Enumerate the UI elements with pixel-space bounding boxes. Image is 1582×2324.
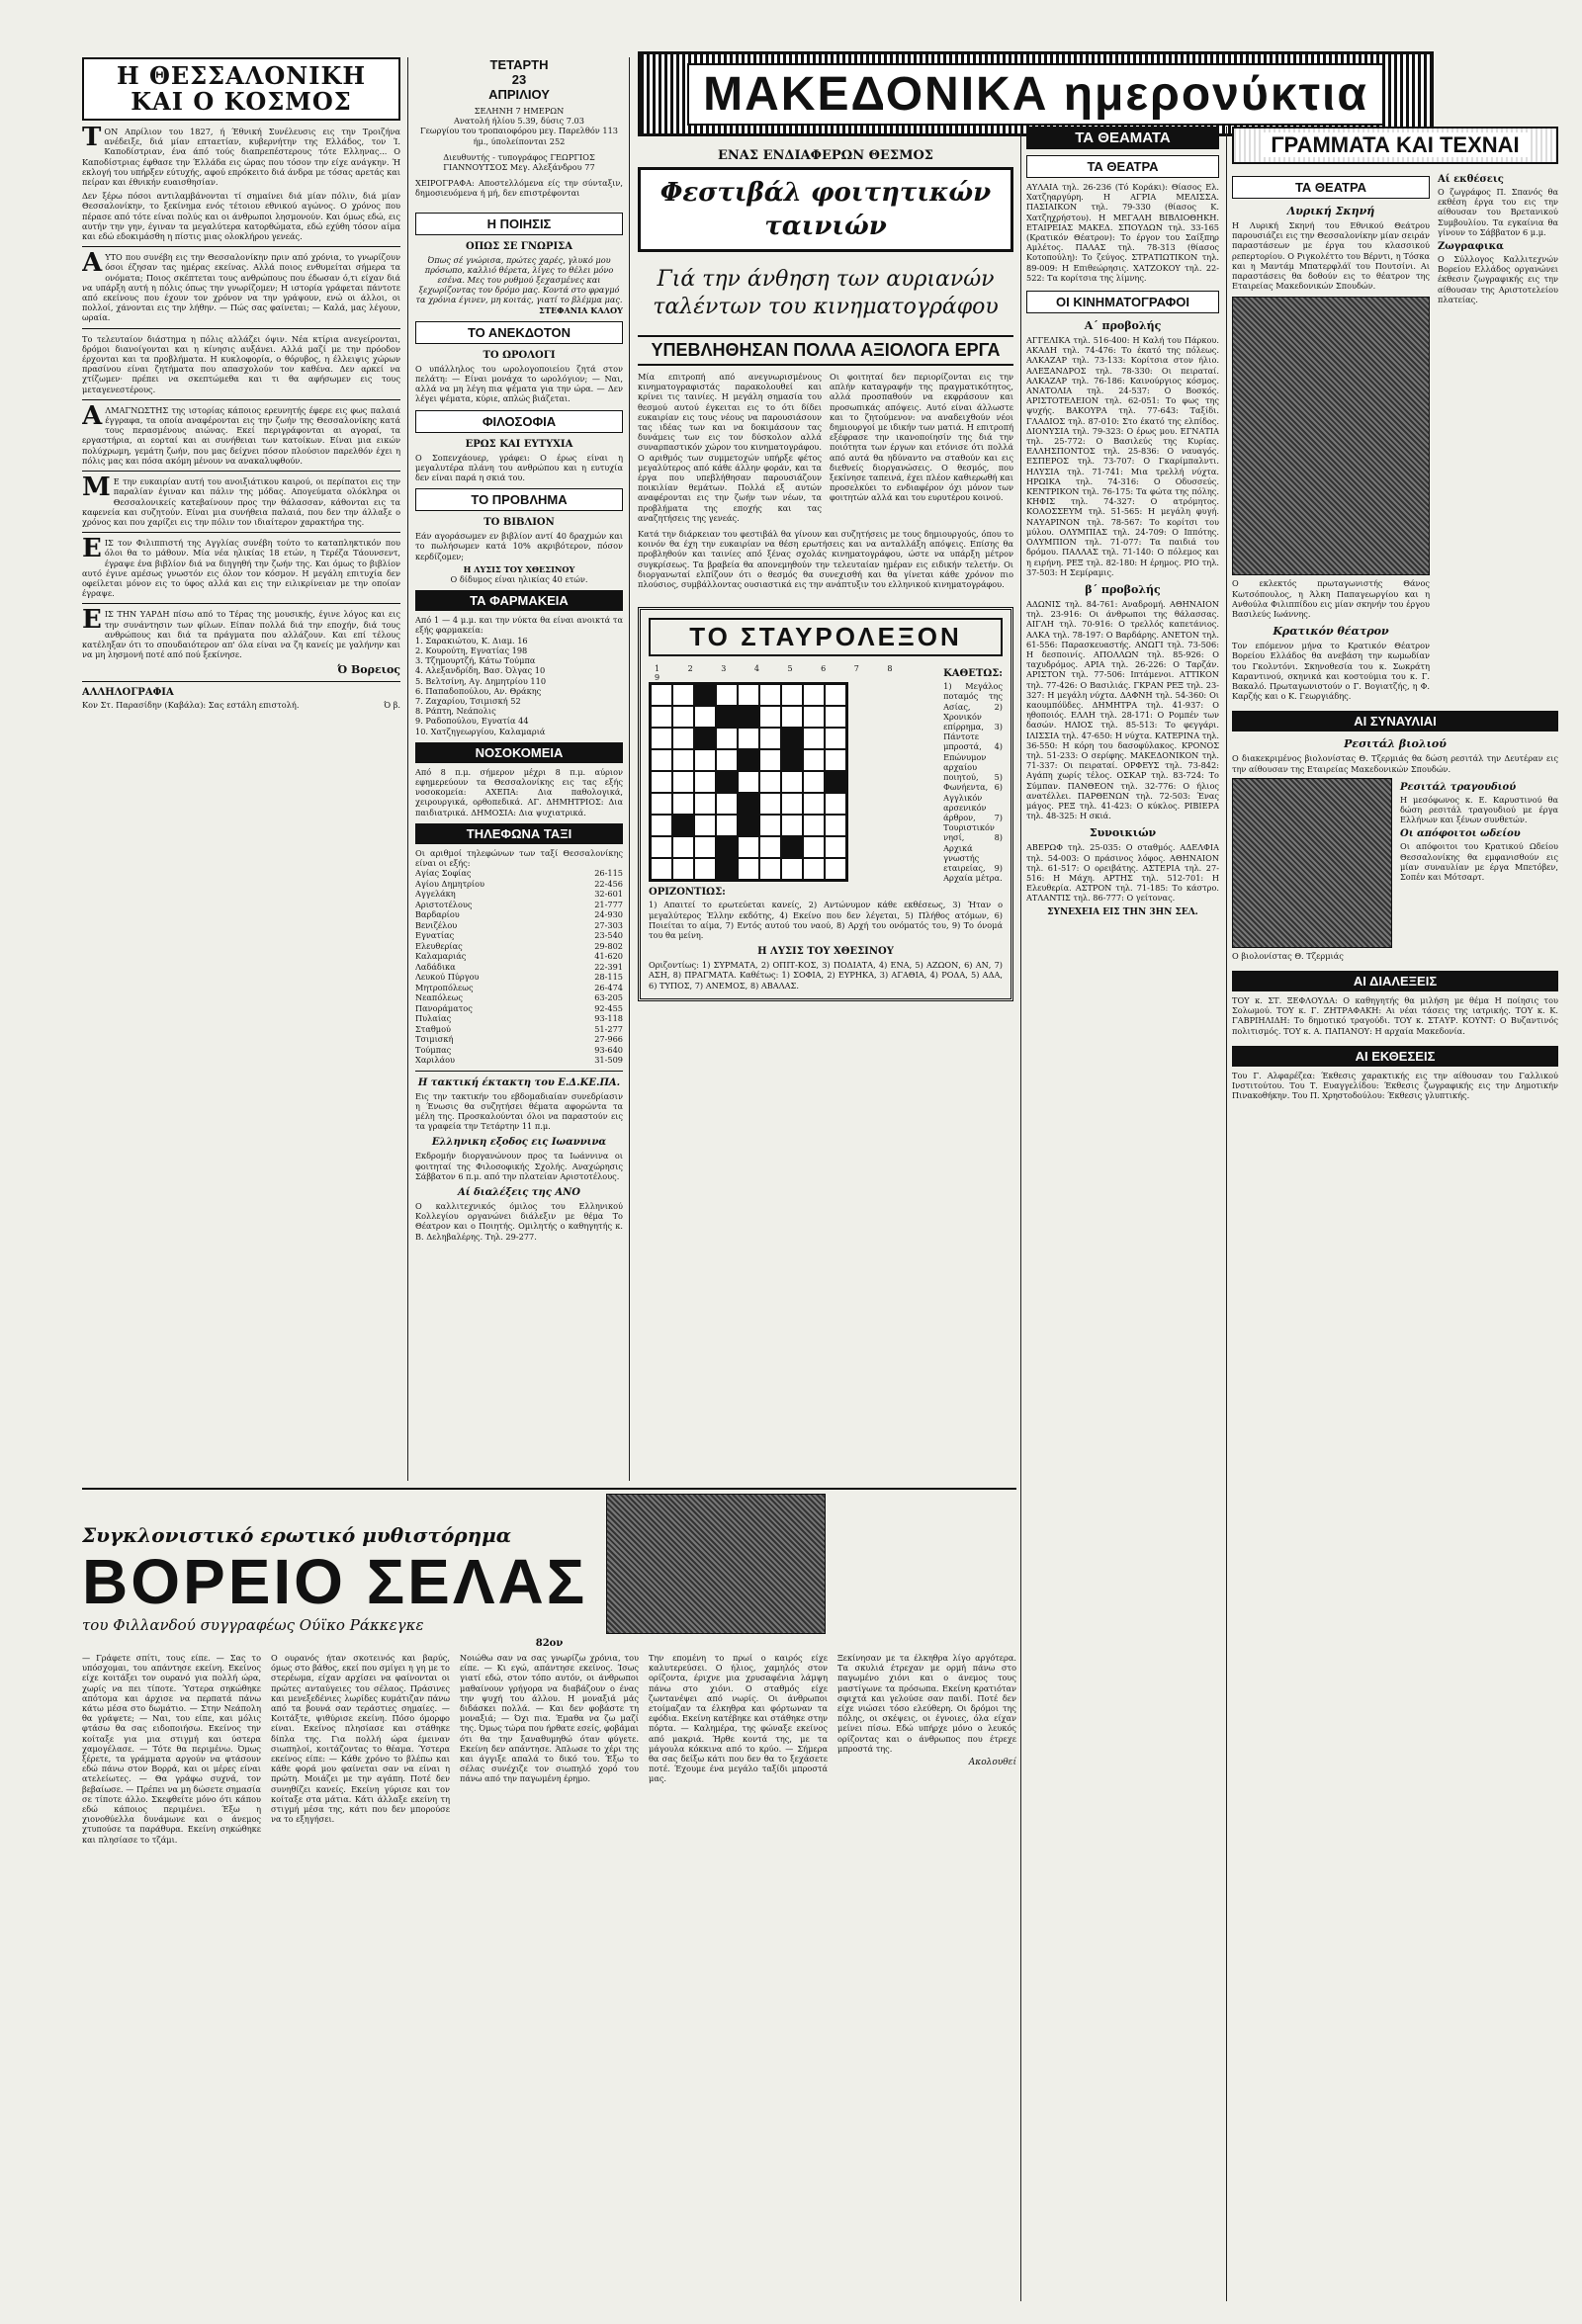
poetry-heading: Η ΠΟΙΗΣΙΣ (415, 213, 623, 235)
column-title: Η ΘΕΣΣΑΛΟΝΙΚΗ ΚΑΙ Ο ΚΟΣΜΟΣ (82, 57, 400, 121)
crossword-cell[interactable] (651, 749, 672, 771)
crossword-cell[interactable] (694, 771, 716, 793)
crossword-cell[interactable] (825, 793, 846, 815)
taxi-phone-number: 27-303 (594, 919, 623, 930)
crossword-cell[interactable] (651, 728, 672, 749)
taxi-stand-name: Αριστοτέλους (415, 899, 473, 909)
divider (82, 246, 400, 247)
festival-banner: ΥΠΕΒΛΗΘΗΣΑΝ ΠΟΛΛΑ ΑΞΙΟΛΟΓΑ ΕΡΓΑ (638, 335, 1013, 366)
crossword-black-cell (738, 706, 759, 728)
moon-phase: ΣΕΛΗΝΗ 7 ΗΜΕΡΩΝ (474, 106, 565, 116)
serial-episode: 82ον (535, 1638, 564, 1649)
taxi-phone-number: 29-802 (594, 940, 623, 951)
crossword-cell[interactable] (759, 771, 781, 793)
horizontal-clues: 1) Απαιτεί το ερωτεύεται κανείς, 2) Αντώνυμον κάθε εκθέσεως, 3) Ήταν ο μεγαλύτερος Έλλην εκδότης, 4) Εκείνο που δεν λέγεται, 5) Πλήθος ατόμων, 6) Ποιείται το αίμα, 7) Εντός αυτού του ναού, 8) Αρχή του ονόματός του, 9) Το όνομά του θα μείνη. (649, 900, 1003, 940)
crossword-cell[interactable] (803, 728, 825, 749)
serial-illustration (606, 1494, 826, 1634)
crossword-cell[interactable] (759, 684, 781, 706)
ekeda-text: Εις την τακτικήν του εβδομαδιαίαν συνεδρίασιν η Ένωσις θα συζητήσει θέματα αφορώντα τα μέλη της. Προσκαλούνται όλοι να παραστούν εις τα γραφεία την Τετάρτην 11 π.μ. (415, 1090, 623, 1132)
article-paragraph: ΕΙΣ τον Φιλιππιστή της Αγγλίας συνέβη τούτο το καταπληκτικόν που όλοι θα το μάθουν. Μία νέα ηλικίας 18 ετών, η Τερέζα Τάουνσεντ, έγραψε ένα βιβλίον διά να διηγηθή την ζωήν της. Και όμως το βιβλίον αυτό έγινε αμέσως γνωστόν εις όλον τον κόσμον. Η μεγάλη επιτυχία δεν οφείλεται μόνον εις το ύφος αλλά και εις την ειλικρίνειαν με την οποίαν έγραψε. (82, 534, 400, 599)
correspondence-text: Κον Στ. Παρασίδην (Καβάλα): Σας εστάλη επιστολή. (82, 700, 300, 711)
crossword-cell[interactable] (738, 858, 759, 880)
pharmacy-item: 2. Κουρούτη, Εγνατίας 198 (415, 645, 528, 655)
sunrise-sunset: Ανατολή ήλίου 5.39, δύσις 7.03 (454, 116, 584, 127)
crossword-cell[interactable] (825, 684, 846, 706)
manuscripts-note: ΧΕΙΡΟΓΡΑΦΑ: Αποστελλόμενα είς την σύνταξιν, δημοσιευόμενα ή μή, δεν επιστρέφονται (415, 178, 623, 199)
taxi-phones-heading: ΤΗΛΕΦΩΝΑ ΤΑΞΙ (415, 823, 623, 844)
saint-of-day: Γεωργίου του τροπαιοφόρου μεγ. Παρελθόν 113 ήμ., ύπολείπονται 252 (419, 126, 618, 146)
crossword-cell[interactable] (651, 836, 672, 858)
arts-title: ΓΡΑΜΜΑΤΑ ΚΑΙ ΤΕΧΝΑΙ (1263, 132, 1527, 157)
crossword-cell[interactable] (672, 836, 694, 858)
festival-column-2: Οι φοιτηταί δεν περιορίζονται εις την απλήν καταγραφήν της πραγματικότητος, αλλά προσπαθούν να εκφράσουν και προσωπικάς απόψεις. Αυτό είναι άλλωστε και το ζητούμενον: να αναδειχθούν νέοι δημιουργοί με ιδικήν των ματιά. Η επιτροπή εξέφρασε την ικανοποίησίν της διά την ποιότητα των έργων και ετόνισε ότι πολλά από αυτά θα ηδύναντο να σταθούν και εις διεθνείς διοργανώσεις. Ο θεσμός, που ξεκίνησε ταπεινά, έχει πλέον καθιερωθή και προσελκύει το ενδιαφέρον όχι μόνον των φοιτητών αλλά και του ευρυτέρου κοινού. (830, 372, 1013, 503)
taxi-phone-number: 23-540 (594, 930, 623, 941)
philosophy-heading: ΦΙΛΟΣΟΦΙΑ (415, 410, 623, 433)
second-run-list: ΑΔΩΝΙΣ τηλ. 84-761: Αναδρομή. ΑΘΗΝΑΙΟΝ τηλ. 23-916: Οι άνθρωποι της θάλασσας. ΑΙΓΛΗ τηλ. 70-916: Ο τρελλός καπετάνιος. ΑΛΚΑ τηλ. 78-197: Ο Βαρδάρης. ΑΝΕΤΟΝ τηλ. 61-556: Παρασκευαστής. ΑΝΩΓΙ τηλ. 73-506: Η δεσποινίς. ΑΠΟΛΛΩΝ τηλ. 85-926: Ο ταχυδρόμος. ΑΡΙΑ τηλ. 26-226: Ο Ταρζάν. ΑΡΙΣΤΟΝ τηλ. 77-506: Ιπτάμενοι. ΑΤΤΙΚΟΝ τηλ. 77-426: Ο Βασιλιάς. ΓΚΡΑΝ ΡΕΞ τηλ. 23-327: Η μεγάλη νύχτα. ΔΑΦΝΗ τηλ. 54-360: Οι καουμπόϋδες. ΔΗΜΗΤΡΑ τηλ. 41-937: Ο ηθοποιός. ΕΛΛΗ τηλ. 28-171: Ο Ρομπέν των δασών. ΗΛΙΟΣ τηλ. 85-513: Το φεγγάρι. ΙΛΙΣΣΙΑ τηλ. 47-650: Η νύχτα. ΚΑΤΕΡΙΝΑ τηλ. 36-550: Η κόρη του δασοφύλακος. ΚΡΟΝΟΣ τηλ. 51-233: Ο σερίφης. ΜΑΚΕΔΟΝΙΚΟΝ τηλ. 71-337: Οι πειραταί. ΟΡΦΕΥΣ τηλ. 73-842: Αγάπη χωρίς τέλος. ΟΣΚΑΡ τηλ. 83-724: Το Σύμπαν. ΠΑΝΘΕΟΝ τηλ. 32-776: Ο ήλιος ανατέλλει. ΠΑΡΘΕΝΩΝ τηλ. 72-503: Ένας μάγος. ΡΕΞ τηλ. 41-423: Ο κύκλος. ΡΙΒΙΕΡΑ τηλ. 48-325: Η σκιά. (1026, 598, 1219, 821)
taxi-stand-name: Βενιζέλου (415, 919, 458, 930)
concert-photo-row (1232, 778, 1558, 948)
side-exhibitions-text: Ο ζωγράφος Π. Σπανός θα εκθέση έργα του εις την αίθουσαν του Βρετανικού Συμβουλίου. Τα εγκαίνια θα γίνουν το Σάββατον 6 μ.μ. (1438, 187, 1558, 237)
date-month: ΑΠΡΙΛΙΟΥ (488, 87, 550, 102)
publisher-info: Διευθυντής - τυπογράφος ΓΕΩΡΓΙΟΣ ΓΙΑΝΝΟΥΤΣΟΣ Μεγ. Αλεξάνδρου 77 (443, 151, 595, 173)
suburbs-list: ΑΒΕΡΩΦ τηλ. 25-035: Ο σταθμός. ΑΔΕΛΦΙΑ τηλ. 54-003: Ο πράσινος λόφος. ΑΘΗΝΑΙΟΝ τηλ. 61-517: Ο ορειβάτης. ΑΣΤΕΡΙΑ τηλ. 27-516: Η Μάχη. ΑΡΤΗΣ τηλ. 512-701: Η Ελευθερία. ΑΣΤΡΟΝ τηλ. 71-185: Το κάστρο. ΑΤΛΑΝΤΙΣ τηλ. 86-777: Ο γείτονας. (1026, 842, 1219, 904)
violin-recital-title: Ρεσιτάλ βιολιού (1344, 737, 1447, 751)
taxi-phone-number: 51-277 (594, 1023, 623, 1034)
taxi-phone-row (415, 962, 623, 973)
taxi-stand-name: Εγνατίας (415, 930, 455, 941)
taxi-stand-name: Τούμπας (415, 1044, 452, 1055)
crossword-cell[interactable] (759, 706, 781, 728)
crossword-cell[interactable] (672, 706, 694, 728)
theatre-photo-caption: Ο εκλεκτός πρωταγωνιστής Θάνος Κωτσόπουλος, η Άλκη Παπαγεωργίου και η Ανθούλα Φιλιππίδου εις μίαν σκηνήν του έργου Βασιλεύς Ιωάννης. (1232, 578, 1430, 620)
taxi-phone-row (415, 889, 623, 900)
crossword-column-numbers: 1 2 3 4 5 6 7 8 9 (655, 664, 906, 683)
article-paragraph: Το τελευταίον διάστημα η πόλις αλλάζει όψιν. Νέα κτίρια ανεγείρονται, δρόμοι διανοίγονται και η κίνησις αυξάνει. Αλλά μαζί με την πρόοδον έρχονται και τα προβλήματα. Η κυκλοφορία, ο θόρυβος, η έλλειψις χώρων πρασίνου είναι ζητήματα που απασχολούν τον καθένα. Δεν αρκεί να χτίζωμεν· πρέπει να σκεπτώμεθα και τι θα αφήσωμεν εις τους μεταγενεστέρους. (82, 333, 400, 394)
poem-author: ΣΤΕΦΑΝΙΑ ΚΑΛΟΥ (539, 304, 623, 315)
arts-theatre (1232, 170, 1430, 701)
violinist-photo (1232, 778, 1392, 948)
serial-column-2: Ο ουρανός ήταν σκοτεινός και βαρύς, όμως στο βάθος, εκεί που σμίγει η γη με το στερέωμα, είχαν αρχίσει να φαίνονται οι πρώτες ανταύγειες του σέλαος. Πράσινες και μενεξεδένιες λωρίδες κυμάτιζαν πάνω από τα βουνά σαν τεράστιες σημαίες. — Κοιτάξτε, ψιθύρισε εκείνη. Πόσο όμορφο είναι. Εκείνος πλησίασε και στάθηκε δίπλα της. Για πολλή ώρα έμειναν σιωπηλοί, κοιτάζοντας το θέαμα. Ύστερα εκείνος είπε: — Κάθε χρόνο το βλέπω και κάθε φορά μου φαίνεται σαν να είναι η πρώτη. Μοιάζει με την αγάπη. Ποτέ δεν συνηθίζει κανείς. Εκείνη γύρισε και τον κοίταξε στα μάτια. Κάτι άλλαξε εκείνη τη στιγμή μέσα της, κάτι που δεν μπορούσε να το εξηγήσει. (271, 1653, 450, 1825)
arts-theatre-subtitle: Λυρική Σκηνή (1286, 205, 1375, 217)
taxi-phone-row (415, 1003, 623, 1014)
arts-theatre-heading: ΤΑ ΘΕΑΤΡΑ (1232, 176, 1430, 199)
odeon-graduates-text: Οι απόφοιτοι του Κρατικού Ωδείου Θεσσαλονίκης θα εμφανισθούν εις μίαν συναυλίαν με έργα Μπετόβεν, Σοπέν και Μότσαρτ. (1400, 841, 1558, 883)
correspondence-title: ΑΛΛΗΛΟΓΡΑΦΙΑ (82, 687, 174, 699)
painting-text: Ο Σύλλογος Καλλιτεχνών Βορείου Ελλάδος οργανώνει έκθεσιν ζωγραφικής εις την αίθουσαν της Αριστοτελείου πλατείας. (1438, 254, 1558, 304)
taxi-phone-number: 24-930 (594, 909, 623, 920)
column-almanac (415, 57, 623, 1481)
crossword-cell[interactable] (825, 836, 846, 858)
festival-title: Φεστιβάλ φοιτητικών ταινιών (638, 167, 1013, 252)
masthead-banner (638, 51, 1434, 136)
crossword-cell[interactable] (781, 815, 803, 836)
crossword-cell[interactable] (694, 749, 716, 771)
arts-theatre-text: Η Λυρική Σκηνή του Εθνικού Θεάτρου παρουσιάζει εις την Θεσσαλονίκην μίαν σειράν παραστάσεων με έργα του κλασσικού ρεπερτορίου. Ο Ριγκολέττο του Βέρντι, η Τόσκα και η Μαντάμ Μπατερφλάϊ του Πουτσίνι. Αι παραστάσεις θα δοθούν εις το θέατρον της Εταιρείας Μακεδονικών Σπουδών. (1232, 220, 1430, 292)
philosophy-text: Ο Σοπενχάουερ, γράφει: Ο έρως είναι η μεγαλυτέρα πλάνη του ανθρώπου και η ευτυχία δεν είναι παρά η σκιά του. (415, 452, 623, 483)
crossword-black-cell (738, 815, 759, 836)
poetry-subtitle: ΟΠΩΣ ΣΕ ΓΝΩΡΙΣΑ (466, 240, 572, 252)
divider (82, 603, 400, 604)
crossword-cell[interactable] (781, 771, 803, 793)
song-recital-title: Ρεσιτάλ τραγουδιού (1400, 781, 1517, 793)
crossword-cell[interactable] (781, 793, 803, 815)
taxi-stand-name: Βαρδαρίου (415, 909, 460, 920)
taxi-phone-number: 41-620 (594, 951, 623, 962)
taxi-phone-row (415, 879, 623, 890)
pharmacy-item: 5. Βελτσίνη, Αγ. Δημητρίου 110 (415, 675, 547, 686)
crossword-cell[interactable] (759, 728, 781, 749)
crossword-cell[interactable] (803, 815, 825, 836)
pharmacy-item: 7. Ζαχαρίου, Τσιμισκή 52 (415, 695, 521, 706)
crossword-black-cell (781, 728, 803, 749)
taxi-phone-row (415, 1045, 623, 1056)
serial-column-1: — Γράφετε σπίτι, τους είπε. — Σας το υπόσχομαι, του απάντησε εκείνη. Εκείνος είχε κοιτάξει τον ουρανό για πολλή ώρα, χωρίς να πει τίποτε. Ύστερα σηκώθηκε απότομα και άρχισε να περπατά πάνω κάτω μέσα στο δωμάτιο. — Στην Νεάπολη θα γράψετε; — Ναι, του είπε, και μόλις φτάσω θα σας ειδοποιήσω. Εκείνος την κοίταξε για μια στιγμή και ύστερα χαμογέλασε. — Τότε θα περιμένω. Όμως ξέρετε, τα γράμματα αργούν να φτάσουν εδώ πάνω στον Βορρά, και οι μέρες είναι ατελείωτες. — Θα γράφω συχνά, τον βεβαίωσε. — Πρέπει να μη δώσετε σημασία σε τίποτε άλλο. Σκεφθείτε μόνο ότι κάπου εδώ κάποιος περιμένει. Έξω η χιονοθύελλα δυνάμωνε και ο άνεμος χτυπούσε τα παράθυρα. Εκείνη σηκώθηκε και πλησίασε το τζάμι. (82, 1653, 262, 1845)
crossword-cell[interactable] (651, 684, 672, 706)
club-lectures-title: Αί διαλέξεις της ΑΝΟ (458, 1187, 580, 1199)
taxi-stand-name: Νεαπόλεως (415, 992, 463, 1003)
crossword-clues (943, 664, 1003, 883)
problem-heading: ΤΟ ΠΡΟΒΛΗΜΑ (415, 488, 623, 511)
crossword-cell[interactable] (759, 793, 781, 815)
taxi-phone-row (415, 983, 623, 993)
column-divider (629, 57, 630, 1481)
taxi-phone-row (415, 868, 623, 879)
crossword-cell[interactable] (694, 706, 716, 728)
divider (82, 471, 400, 472)
crossword-cell[interactable] (651, 706, 672, 728)
divider (82, 681, 400, 682)
serial-column-5: Ξεκίνησαν με τα έλκηθρα λίγο αργότερα. Τα σκυλιά έτρεχαν με ορμή πάνω στο παγωμένο χιόνι και ο άνεμος τους μαστίγωνε τα πρόσωπα. Εκείνη κρατιόταν σφιχτά και γελούσε σαν παιδί. Ποτέ δεν είχε νιώσει τόσο ελεύθερη. Οι δρόμοι της πόλης, οι σκέψεις, οι έγνοιες, όλα είχαν μείνει πίσω. Εδώ υπήρχε μόνο ο λευκός ορίζοντας και ο άνθρωπος που έτρεχε μπροστά της. (837, 1653, 1016, 1754)
taxi-stand-name: Σταθμού (415, 1023, 452, 1034)
divider (82, 399, 400, 400)
pharmacy-list (415, 636, 623, 736)
crossword-black-cell (716, 771, 738, 793)
entertainments-heading: ΤΑ ΘΕΑΜΑΤΑ (1026, 127, 1219, 149)
taxi-phones-intro: Οι αριθμοί τηλεφώνων των ταξί Θεσσαλονίκης είναι οι εξής: (415, 847, 623, 868)
serial-header (82, 1490, 1016, 1634)
column-divider (407, 57, 408, 1481)
festival-column-3: Κατά την διάρκειαν του φεστιβάλ θα γίνουν και συζητήσεις με τους δημιουργούς, όπου το κοινόν θα έχη την ευκαιρίαν να θέση ερωτήσεις και να ανταλλάξη απόψεις. Επίσης θα προβληθούν και ταινίες από ξένας σχολάς κινηματογράφου, ώστε να υπάρξη μέτρον συγκρίσεως. Τα βραβεία θα απονεμηθούν την τελευταίαν ημέραν εις ειδικήν τελετήν. Οι διοργανωταί ελπίζουν ότι ο θεσμός θα συνεχισθή και θα γίνεται κάθε χρόνον πιο πλούσιος, συμβάλλοντας ουσιαστικά εις την ανάπτυξιν του ελληνικού κινηματογράφου. (638, 529, 1013, 590)
taxi-phone-number: 22-456 (594, 878, 623, 889)
article-paragraph: ΑΥΤΟ που συνέβη εις την Θεσσαλονίκην πριν από χρόνια, το γνωρίζουν όσοι έζησαν τας ημέρας εκείνας. Αλλά ποιος ενθυμείται σήμερα τα ονόματα; Ποιος σκέπτεται τους ανθρώπους που έδωσαν ό,τι είχαν διά να υπάρξη αυτή η πόλις όπως την γνωρίζομεν; Η ιστορία γράφεται πάντοτε από εκείνους που έχουν τον χρόνον να την γράψουν, ενώ οι άλλοι, οι πολλοί, χάνονται εις την λήθην. — Πώς σας φαίνεται; — Καλά, μας λέγουν, ωραία. (82, 248, 400, 323)
odeon-graduates-title: Οι απόφοιτοι ωδείου (1400, 828, 1521, 840)
first-run-list: ΑΓΓΕΛΙΚΑ τηλ. 516-400: Η Καλή του Πάρκου. ΑΚΑΔΗ τηλ. 74-476: Το έκατό της πόλεως. ΑΛΚΑΖΑΡ τηλ. 73-133: Κορίτσια στον ήλιο. ΑΛΕΞΑΝΔΡΟΣ τηλ. 78-330: Οι πειραταί. ΑΛΚΑΖΑΡ τηλ. 76-186: Καινούργιος κόσμος. ΑΝΑΤΟΛΙΑ τηλ. 24-537: Ο Βοσκός. ΑΡΙΣΤΟΤΕΛΕΙΟΝ τηλ. 62-051: Το φως της ψυχής. ΒΑΚΟΥΡΑ τηλ. 77-643: Ταξίδι. ΓΛΑΔΙΟΣ τηλ. 87-010: Στο έκατό της ελπίδος. ΔΙΟΝΥΣΙΑ τηλ. 79-323: Ο έρως μου. ΕΓΝΑΤΙΑ τηλ. 25-772: Ο Βασιλεύς της Κυρίας. ΕΛΛΗΣΠΟΝΤΟΣ τηλ. 25-836: Ο ναυαγός. ΕΣΠΕΡΟΣ τηλ. 73-707: Ο Γκαρίμπαλντι. ΗΛΥΣΙΑ τηλ. 71-741: Μια τρελλή νύχτα. ΗΡΩΙΚΑ τηλ. 74-316: Ο Οδυσσεύς. ΚΕΝΤΡΙΚΟΝ τηλ. 76-175: Τα φώτα της πόλης. ΚΗΦΙΣ τηλ. 74-327: Ο ατρόμητος. ΚΟΛΟΣΣΕΥΜ τηλ. 51-565: Η μεγάλη φυγή. ΝΑΥΑΡΙΝΟΝ τηλ. 78-567: Το κορίτσι του μύλου. ΟΛΥΜΠΙΑΣ τηλ. 24-709: Ο Ιππότης. ΟΛΥΜΠΙΟΝ τηλ. 71-077: Τα παιδιά του δρόμου. ΠΑΛΛΑΣ τηλ. 71-140: Ο πόλεμος και η ειρήνη. ΡΕΞ τηλ. 82-180: Η έρημος. ΡΙΟ τηλ. 37-503: Η Σεμίραμις. (1026, 335, 1219, 577)
taxi-phone-row (415, 992, 623, 1003)
divider (82, 328, 400, 329)
crossword-cell[interactable] (694, 858, 716, 880)
date-number: 23 (511, 72, 527, 87)
taxi-phone-number: 26-115 (594, 868, 623, 879)
taxi-stand-name: Πανοράματος (415, 1002, 473, 1013)
crossword-cell[interactable] (651, 858, 672, 880)
crossword-cell[interactable] (738, 728, 759, 749)
crossword-cell[interactable] (651, 771, 672, 793)
crossword-title: ΤΟ ΣΤΑΥΡΟΛΕΞΟΝ (649, 618, 1003, 656)
crossword-cell[interactable] (738, 836, 759, 858)
crossword-cell[interactable] (803, 749, 825, 771)
crossword-cell[interactable] (694, 836, 716, 858)
article-paragraph: ΤΟΝ Απρίλιον του 1827, ή Έθνική Συνέλευσις εις την Τροιζήνα ανέδειξε, διά μίαν επταετίαν, κυβερνήτην της Ελλάδος, τον Ί. Καποδίστριαν, ένα άπό τούς διαπρεπέστερους τότε Ελληνας... Ο Καποδίστριας έφθασε την Έλλάδα εις ώρας που τόσον την είχε ανάγκην. Ή εκλογή του υπήρξεν εύτυχής, αφού επρόκειτο διά άνδρα με τόσας αρετάς και πείραν και έθνικήν ευαισθησίαν. (82, 123, 400, 188)
taxi-phone-row (415, 941, 623, 952)
taxi-stand-name: Ελευθερίας (415, 940, 463, 951)
taxi-stand-name: Πυλαίας (415, 1013, 452, 1024)
pharmacy-item: 4. Αλεξανδρίδη, Βασ. Όλγας 10 (415, 665, 546, 676)
taxi-phone-row (415, 930, 623, 941)
crossword-cell[interactable] (738, 771, 759, 793)
taxi-phone-number: 21-777 (594, 899, 623, 909)
vertical-clues: 1) Μεγάλος ποταμός της Ασίας, 2) Χρονικόν επίρρημα, 3) Πάντοτε μπροστά, 4) Επώνυμον αρχαίου ποιητού, 5) Φωνήεντα, 6) Αγγλικόν αρσενικόν άρθρον, 7) Τουριστικόν νησί, 8) Αρχικά γνωστής εταιρείας, 9) Αρχαία μέτρα. (943, 681, 1003, 884)
festival-body (638, 372, 1013, 523)
vertical-clues-title: ΚΑΘΕΤΩΣ: (943, 668, 1003, 680)
taxi-stand-name: Αγίου Δημητρίου (415, 878, 485, 889)
ekeda-title: Η τακτική έκτακτη του Ε.Δ.ΚΕ.ΠΑ. (417, 1076, 621, 1088)
crossword-grid[interactable] (649, 682, 848, 882)
serial-title: ΒΟΡΕΙΟ ΣΕΛΑΣ (82, 1546, 588, 1617)
crossword (638, 607, 1013, 1000)
crossword-cell[interactable] (672, 793, 694, 815)
serial-column-5-wrap (837, 1653, 1016, 1845)
taxi-phone-row (415, 920, 623, 931)
crossword-cell[interactable] (825, 706, 846, 728)
crossword-black-cell (694, 728, 716, 749)
taxi-phone-row (415, 951, 623, 962)
crossword-cell[interactable] (716, 684, 738, 706)
taxi-phone-number: 27-966 (594, 1034, 623, 1045)
correspondence (82, 700, 400, 710)
article-paragraph: ΕΙΣ ΤΗΝ ΥΑΡΔΗ πίσω από το Τέρας της μουσικής, έγινε λόγος και εις την συνάντησιν των φίλων. Είπαν πολλά διά την εποχήν, διά τους ανθρώπους και διά τα πράγματα που αλλάζουν. Και επί τέλους κατέληξαν ότι το σπουδαιότερον απ' όλα είναι να ζη κανείς με γαλήνην και να μη λησμονή ποτέ από πού ξεκίνησε. (82, 605, 400, 660)
arts-banner (1232, 127, 1558, 164)
article-paragraph: Δεν ξέρω πόσοι αντιλαμβάνονται τί σημαίνει διά μίαν πόλιν, διά μίαν Θεσσαλονίκην, το ξεκίνημα ενός τέτοιου εθνικού αγώνος. Ο χρόνος που πέρασε από τότε είναι πολύς και οι άνθρωποι λησμονούν. Και όμως εδώ, εις αυτήν την γην, έγιναν τα μεγαλύτερα κατορθώματα, εδώ εχύθη τόσον αίμα και εδώ εδοκιμάσθη η πίστις μιας ολοκλήρου γενεάς. (82, 191, 400, 242)
festival-column-1: Μία επιτροπή από ανεγνωρισμένους κινηματογραφιστάς παρακολουθεί και κρίνει τις ταινίες. Η μεγάλη σημασία του θεσμού αυτού έγκειται εις το ότι δίδει ευκαιρίαν εις τους νέους να παρουσιάσουν τας ιδέας των και να δοκιμάσουν τας δυνάμεις των εις τον δύσκολον αλλά συναρπαστικόν χώρον του κινηματογράφου. Ο αριθμός των συμμετοχών υπήρξε φέτος μεγαλύτερος από κάθε άλλην φοράν, και τα έργα που υπεβλήθησαν παρουσιάζουν ποικιλίαν θεμάτων. Πολλά εξ αυτών αναφέρονται εις την ζωήν των νέων, τα προβλήματα της εποχής και τας αναζητήσεις της γενεάς. (638, 372, 822, 523)
crossword-cell[interactable] (672, 771, 694, 793)
crossword-cell[interactable] (716, 749, 738, 771)
crossword-puzzle (649, 664, 933, 883)
taxi-stand-name: Λαδάδικα (415, 961, 456, 972)
crossword-cell[interactable] (803, 793, 825, 815)
taxi-phone-number: 22-391 (594, 961, 623, 972)
pharmacy-item: 9. Ραδοπούλου, Εγνατία 44 (415, 716, 529, 727)
taxi-phone-row (415, 1024, 623, 1035)
pharmacy-item: 6. Παπαδοπούλου, Αν. Θράκης (415, 685, 542, 696)
crossword-cell[interactable] (759, 749, 781, 771)
crossword-cell[interactable] (781, 684, 803, 706)
song-recital-text: Η μεσόφωνος κ. Ε. Καρυστινού θα δώση ρεσιτάλ τραγουδιού με έργα Ελλήνων και ξένων συνθετών. (1400, 794, 1558, 825)
pharmacy-item: 8. Ράπτη, Νεάπολις (415, 706, 496, 717)
exhibitions-heading: ΑΙ ΕΚΘΕΣΕΙΣ (1232, 1046, 1558, 1067)
taxi-stand-name: Καλαμαριάς (415, 951, 467, 962)
taxi-phone-number: 92-455 (594, 1002, 623, 1013)
crossword-cell[interactable] (759, 858, 781, 880)
divider (82, 532, 400, 533)
taxi-phone-row (415, 1013, 623, 1024)
festival-subtitle: Γιά την άνθηση των αυριανών ταλέντων του κινηματογράφου (653, 267, 999, 319)
taxi-phone-number: 31-509 (594, 1055, 623, 1066)
crossword-cell[interactable] (651, 793, 672, 815)
crossword-cell[interactable] (716, 728, 738, 749)
signature: Ό Βορειος (337, 663, 400, 677)
taxi-phone-row (415, 972, 623, 983)
violinist-caption: Ο βιολονίστας Θ. Τζερμιάς (1232, 950, 1344, 961)
problem-solution: Ο δίδυμος είναι ηλικίας 40 ετών. (450, 574, 588, 585)
taxi-stand-name: Χαριλάου (415, 1055, 456, 1066)
serial-title-block (82, 1523, 596, 1634)
crossword-cell[interactable] (672, 858, 694, 880)
taxi-stand-name: Λευκού Πύργου (415, 972, 480, 983)
crossword-cell[interactable] (759, 815, 781, 836)
column-entertainments (1026, 127, 1219, 2301)
taxi-phone-number: 93-118 (594, 1013, 623, 1024)
theatres-heading: ΤΑ ΘΕΑΤΡΑ (1026, 155, 1219, 178)
column-arts (1232, 127, 1558, 2301)
anecdote-subtitle: ΤΟ ΩΡΟΛΟΓΙ (483, 349, 556, 361)
crossword-body (649, 664, 1003, 883)
concert-details (1400, 778, 1558, 948)
arts-side (1438, 170, 1558, 701)
crossword-cell[interactable] (672, 684, 694, 706)
taxi-phone-row (415, 1034, 623, 1045)
crossword-solution-title: Η ΛΥΣΙΣ ΤΟΥ ΧΘΕΣΙΝΟΥ (757, 946, 894, 958)
continued-note: ΣΥΝΕΧΕΙΑ ΕΙΣ ΤΗΝ 3ΗΝ ΣΕΛ. (1047, 906, 1198, 917)
theatres-list: ΑΥΛΑΙΑ τηλ. 26-236 (Τό Κοράκι): Θίασος Ελ. Χατζηαργύρη. Η ΑΓΡΙΑ ΜΕΛΙΣΣΑ. ΠΑΣΙΑΙΚΟΝ τηλ. 79-330 (θίασος Κ. Χατζηχρήστου). Η ΜΕΓΑΛΗ ΒΙΒΛΙΟΘΗΚΗ. ΕΤΑΙΡΕΙΑΣ ΜΑΚΕΔ. ΣΠΟΥΔΩΝ τηλ. 33-165 (Κρατικόν Θέατρον): Το έργον του Σαίξπηρ Αμλέτος. ΠΑΛΑΣ τηλ. 78-313 (θίασος Κοτοπούλη): Το ζεύγος. ΣΤΡΑΤΙΩΤΙΚΟΝ τηλ. 89-009: Η Επιθεώρησις. ΧΑΤΖΟΚΟΥ τηλ. 22-522: Τα κορίτσια της λίμνης. (1026, 182, 1219, 283)
festival-kicker: ΕΝΑΣ ΕΝΔΙΑΦΕΡΩΝ ΘΕΣΜΟΣ (718, 148, 933, 163)
crossword-cell[interactable] (781, 858, 803, 880)
crossword-cell[interactable] (825, 815, 846, 836)
crossword-cell[interactable] (825, 858, 846, 880)
taxi-phone-number: 93-640 (594, 1044, 623, 1055)
second-run-heading: β΄ προβολής (1085, 582, 1161, 596)
excursion-text: Εκδρομήν διοργανώνουν προς τα Ιωάννινα οι φοιτηταί της Φιλοσοφικής Σχολής. Αναχώρησις Σάββατον 6 π.μ. από την πλατείαν Αριστοτέλους. (415, 1151, 623, 1181)
taxi-phone-number: 63-205 (594, 992, 623, 1003)
violin-recital-text: Ο διακεκριμένος βιολονίστας Θ. Τζερμιάς θα δώση ρεσιτάλ την Δευτέραν εις την αίθουσαν της Εταιρείας Μακεδονικών Σπουδών. (1232, 753, 1558, 774)
philosophy-subtitle: ΕΡΩΣ ΚΑΙ ΕΥΤΥΧΙΑ (465, 438, 573, 450)
crossword-black-cell (825, 771, 846, 793)
crossword-cell[interactable] (651, 815, 672, 836)
state-theatre-text: Τον επόμενον μήνα το Κρατικόν Θέατρον Βορείου Ελλάδος θα ανεβάση την κωμωδίαν του Γκολντόνι. Σκηνοθεσία του κ. Σωκράτη Καραντινού, σκηνικά και κοστούμια του κ. Γ. Βακαλό. Πρωταγωνιστούν ο Γ. Βογιατζής, η Φ. Καρζής και ο Κ. Γεωργιάδης. (1232, 641, 1430, 702)
pharmacies-heading: ΤΑ ΦΑΡΜΑΚΕΙΑ (415, 590, 623, 611)
serial-column-3: Νοιώθω σαν να σας γνωρίζω χρόνια, του είπε. — Κι εγώ, απάντησε εκείνος. Ίσως γιατί εδώ, στον τόπο αυτόν, οι άνθρωποι μαθαίνουν γρήγορα να διαβάζουν ο ένας την ψυχή του άλλου. Η μοναξιά μάς διδάσκει πολλά. — Και δεν φοβάστε τη μοναξιά; — Όχι πια. Έμαθα να ζω μαζί της. Όμως τώρα που ήρθατε εσείς, φοβάμαι ότι θα την ξαναθυμηθώ όταν φύγετε. Εκείνη δεν απάντησε. Άπλωσε το χέρι της και άγγιξε απαλά το δικό του. Έξω το σέλας συνέχιζε τον σιωπηλό χορό του πάνω από την παγωμένη έρημο. (460, 1653, 639, 1784)
crossword-black-cell (716, 706, 738, 728)
pharmacy-item: 1. Σαρακιώτου, Κ. Διαμ. 16 (415, 635, 528, 646)
crossword-black-cell (716, 858, 738, 880)
crossword-cell[interactable] (759, 836, 781, 858)
crossword-cell[interactable] (803, 684, 825, 706)
lectures-heading: ΑΙ ΔΙΑΛΕΞΕΙΣ (1232, 971, 1558, 991)
anecdote-text: Ο υπάλληλος του ωρολογοποιείου ζητά στον πελάτη: — Είναι μονάχα το ωρολόγιον; — Ναι, αλλά να μη λέγη πια ψέματα για την ώρα. — Δεν λέγει ψέματα, κύριε, απλώς βιάζεται. (415, 363, 623, 404)
theatre-photo (1232, 297, 1430, 575)
exhibitions-text: Του Γ. Αλφαρέζεα: Έκθεσις χαρακτικής εις την αίθουσαν του Γαλλικού Ινστιτούτου. Του Τ. Ευαγγελίδου: Έκθεσις ζωγραφικής εις την Δημοτικήν Πινακοθήκην. Του Π. Χρηστοδούλου: Έκθεσις γλυπτικής. (1232, 1070, 1558, 1101)
column-divider (1020, 127, 1021, 2301)
festival-article (638, 148, 1013, 1394)
hospitals-text: Από 8 π.μ. σήμερον μέχρι 8 π.μ. αύριον εφημερεύουν τα Θεσσαλονίκης εις τας εξής νοσοκομεία: ΑΧΕΠΑ: Δια παθολογικά, χειρουργικά, ορθοπεδικά. ΑΓ. ΔΗΜΗΤΡΙΟΣ: Δια παιδιατρικά. ΔΗΜΟΣΙΑ: Δια ψυχιατρικά. (415, 766, 623, 818)
date-block (415, 57, 623, 102)
taxi-stand-name: Αγγελάκη (415, 889, 456, 900)
problem-text: Εάν αγοράσωμεν εν βιβλίον αντί 40 δραχμών και το πωλήσωμεν κατά 10% ακριβότερον, πόσον κερδίζομεν; (415, 531, 623, 561)
anecdote-heading: ΤΟ ΑΝΕΚΔΟΤΟΝ (415, 321, 623, 344)
crossword-cell[interactable] (694, 793, 716, 815)
pharmacy-item: 10. Χατζηγεωργίου, Καλαμαριά (415, 726, 546, 736)
serial-columns (82, 1653, 1016, 1845)
excursion-title: Ελληνικη εξοδος εις Ιωαννινα (431, 1137, 607, 1149)
pharmacy-item: 3. Τζημουρτζή, Κάτω Τούμπα (415, 655, 536, 666)
crossword-cell[interactable] (803, 858, 825, 880)
crossword-cell[interactable] (694, 815, 716, 836)
crossword-cell[interactable] (716, 793, 738, 815)
poem-text: Όπως σέ γνώρισα, πρώτες χαρές, γλυκό μου πρόσωπο, καλλιό θέρετα, λίγες το θέλει μόνο εσένα. Μες του ρυθμού ξεχασμένες και ξεχωρίζοντας τον δρόμο μας. Κοντά στο φραγμό τα χρόνια έγινεν, μη κοιτάς, γιατί το βλέμμα μας. (415, 254, 623, 305)
article-paragraph: ΜΕ την ευκαιρίαν αυτή του ανοιξιάτικου καιρού, οι περίπατοι εις την παραλίαν έγιναν και πάλιν της μόδας. Απογεύματα ολόκληρα οι Θεσσαλονικείς κατεβαίνουν προς την θάλασσαν, κάθονται εις τα καφενεία και συζητούν. Είναι μια συνήθεια παλαιά, που δεν την άλλαξε ο χρόνος και που χαρίζει εις την πόλιν τον ιδιαίτερον χαρακτήρα της. (82, 473, 400, 527)
crossword-cell[interactable] (672, 749, 694, 771)
crossword-black-cell (716, 836, 738, 858)
serial-column-4: Την επομένη το πρωί ο καιρός είχε καλυτερεύσει. Ο ήλιος, χαμηλός στον ορίζοντα, έριχνε μια χρυσαφένια λάμψη πάνω στο χιόνι. Ο σταθμός είχε ζωντανέψει από νωρίς. Οι άνθρωποι ετοίμαζαν τα έλκηθρα και φόρτωναν τα εφόδια. Εκείνη κατέβηκε και στάθηκε στην πόρτα. — Καλημέρα, της φώναξε εκείνος από μακριά. Ήρθε κοντά της, με τα μάγουλα κόκκινα από το κρύο. — Σήμερα θα σας δείξω κάτι που δεν θα το ξεχάσετε ποτέ. Έχουμε ένα μεγάλο ταξίδι μπροστά μας. (649, 1653, 828, 1784)
taxi-stand-name: Τσιμισκή (415, 1034, 454, 1045)
serial-novel (82, 1488, 1016, 2302)
taxi-phone-number: 32-601 (594, 889, 623, 900)
crossword-cell[interactable] (803, 706, 825, 728)
crossword-cell[interactable] (738, 684, 759, 706)
crossword-cell[interactable] (803, 771, 825, 793)
crossword-black-cell (672, 815, 694, 836)
painting-heading: Ζωγραφικα (1438, 241, 1504, 253)
taxi-phone-number: 26-474 (594, 982, 623, 992)
taxi-phone-row (415, 909, 623, 920)
taxi-stand-name: Μητροπόλεως (415, 982, 474, 992)
crossword-solution: Οριζοντίως: 1) ΣΥΡΜΑΤΑ, 2) ΟΠΙΤ-ΚΟΣ, 3) ΠΟΔΙΑΤΑ, 4) ΕΝΑ, 5) ΑΖΩΟΝ, 6) ΑΝ, 7) ΑΣΗ, 8) ΠΡΑΓΜΑΤΑ. Καθέτως: 1) ΣΟΦΙΑ, 2) ΕΥΡΗΚΑ, 3) ΑΓΑΘΙΑ, 4) ΡΟΔΑ, 5) ΑΔΑ, 6) ΤΥΠΟΣ, 7) ΑΝΕΜΟΣ, 8) ΑΒΑΛΑΣ. (649, 960, 1003, 990)
crossword-black-cell (694, 684, 716, 706)
taxi-phone-number: 28-115 (594, 972, 623, 983)
problem-subtitle: ΤΟ ΒΙΒΛΙΟΝ (483, 517, 555, 529)
club-lectures-text: Ο καλλιτεχνικός όμιλος του Ελληνικού Κολλεγίου οργανώνει διάλεξιν με θέμα Το Θέατρον και ο Ποιητής. Ομιλητής ο καθηγητής κ. Β. Δεληβαλέρης. Τηλ. 29-277. (415, 1201, 623, 1242)
taxi-phone-row (415, 900, 623, 910)
taxi-phone-list (415, 868, 623, 1066)
crossword-cell[interactable] (825, 749, 846, 771)
crossword-black-cell (738, 749, 759, 771)
first-run-heading: Α΄ προβολής (1084, 319, 1162, 333)
side-exhibitions-heading: Αί εκθέσεις (1438, 174, 1504, 185)
pharmacies-intro: Από 1 — 4 μ.μ. και την νύκτα θα είναι ανοικτά τα εξής φαρμακεία: (415, 615, 623, 636)
serial-kicker: Συγκλονιστικό ερωτικό μυθιστόρημα (82, 1523, 512, 1547)
lectures-text: ΤΟΥ κ. ΣΤ. ΞΕΦΛΟΥΔΑ: Ο καθηγητής θα μιλήση με θέμα Η ποίησις του Σολωμού. ΤΟΥ κ. Γ. ΖΗΤΡΑΦΑΚΗ: Αι νέαι τάσεις της ιατρικής. ΤΟΥ κ. Κ. ΓΑΒΡΙΗΛΙΔΗ: Το δημοτικό τραγούδι. ΤΟΥ κ. ΣΤΑΥΡ. ΚΟΥΝΤ: Ο Βυζαντινός πολιτισμός. ΤΟΥ κ. Α. ΠΑΠΑΝΟΥ: Η αρχαία Μακεδονία. (1232, 995, 1558, 1036)
taxi-phone-row (415, 1055, 623, 1066)
concerts-heading: ΑΙ ΣΥΝΑΥΛΙΑΙ (1232, 711, 1558, 732)
correspondence-sign: Ό β. (384, 700, 400, 711)
crossword-cell[interactable] (781, 706, 803, 728)
problem-solution-title: Η ΛΥΣΙΣ ΤΟΥ ΧΘΕΣΙΝΟΥ (463, 563, 575, 574)
serial-byline: του Φιλλανδού συγγραφέως Ούϊκο Ράκκεγκε (82, 1616, 424, 1634)
horizontal-clues-title: ΟΡΙΖΟΝΤΙΩΣ: (649, 887, 726, 899)
suburbs-heading: Συνοικιών (1089, 826, 1157, 840)
crossword-cell[interactable] (803, 836, 825, 858)
arts-top (1232, 170, 1558, 701)
article-paragraph: ΑΛΜΑΓΝΩΣΤΗΣ της ιστορίας κάποιος ερευνητής έφερε εις φως παλαιά έγγραφα, τα οποία αναφέρονται εις την ζωήν της Θεσσαλονίκης κατά τους περασμένους αιώνας. Εκεί περιγράφονται αι αγοραί, τα εργαστήρια, αι εορταί και αι συνήθειαι των κατοίκων. Είναι μια εικών πολύχρωμη, γεμάτη ζωήν, που μας δείχνει πόσον πλούσιον παρελθόν έχει η πόλις μας και πόσα ακόμη μένουν να ανακαλυφθούν. (82, 400, 400, 466)
crossword-cell[interactable] (716, 815, 738, 836)
hospitals-heading: ΝΟΣΟΚΟΜΕΙΑ (415, 742, 623, 763)
taxi-stand-name: Αγίας Σοφίας (415, 868, 472, 879)
crossword-black-cell (781, 836, 803, 858)
divider (415, 1071, 623, 1072)
cinemas-heading: ΟΙ ΚΙΝΗΜΑΤΟΓΡΑΦΟΙ (1026, 291, 1219, 313)
date-day: ΤΕΤΑΡΤΗ (489, 57, 549, 72)
crossword-black-cell (781, 749, 803, 771)
crossword-cell[interactable] (672, 728, 694, 749)
crossword-black-cell (738, 793, 759, 815)
state-theatre-heading: Κρατικόν θέατρον (1273, 625, 1389, 639)
masthead-title: ΜΑΚΕΔΟΝΙΚΑ ημερονύκτια (687, 63, 1384, 126)
serial-continued: Ακολουθεί (968, 1758, 1016, 1768)
column-divider (1226, 127, 1227, 2301)
crossword-cell[interactable] (825, 728, 846, 749)
